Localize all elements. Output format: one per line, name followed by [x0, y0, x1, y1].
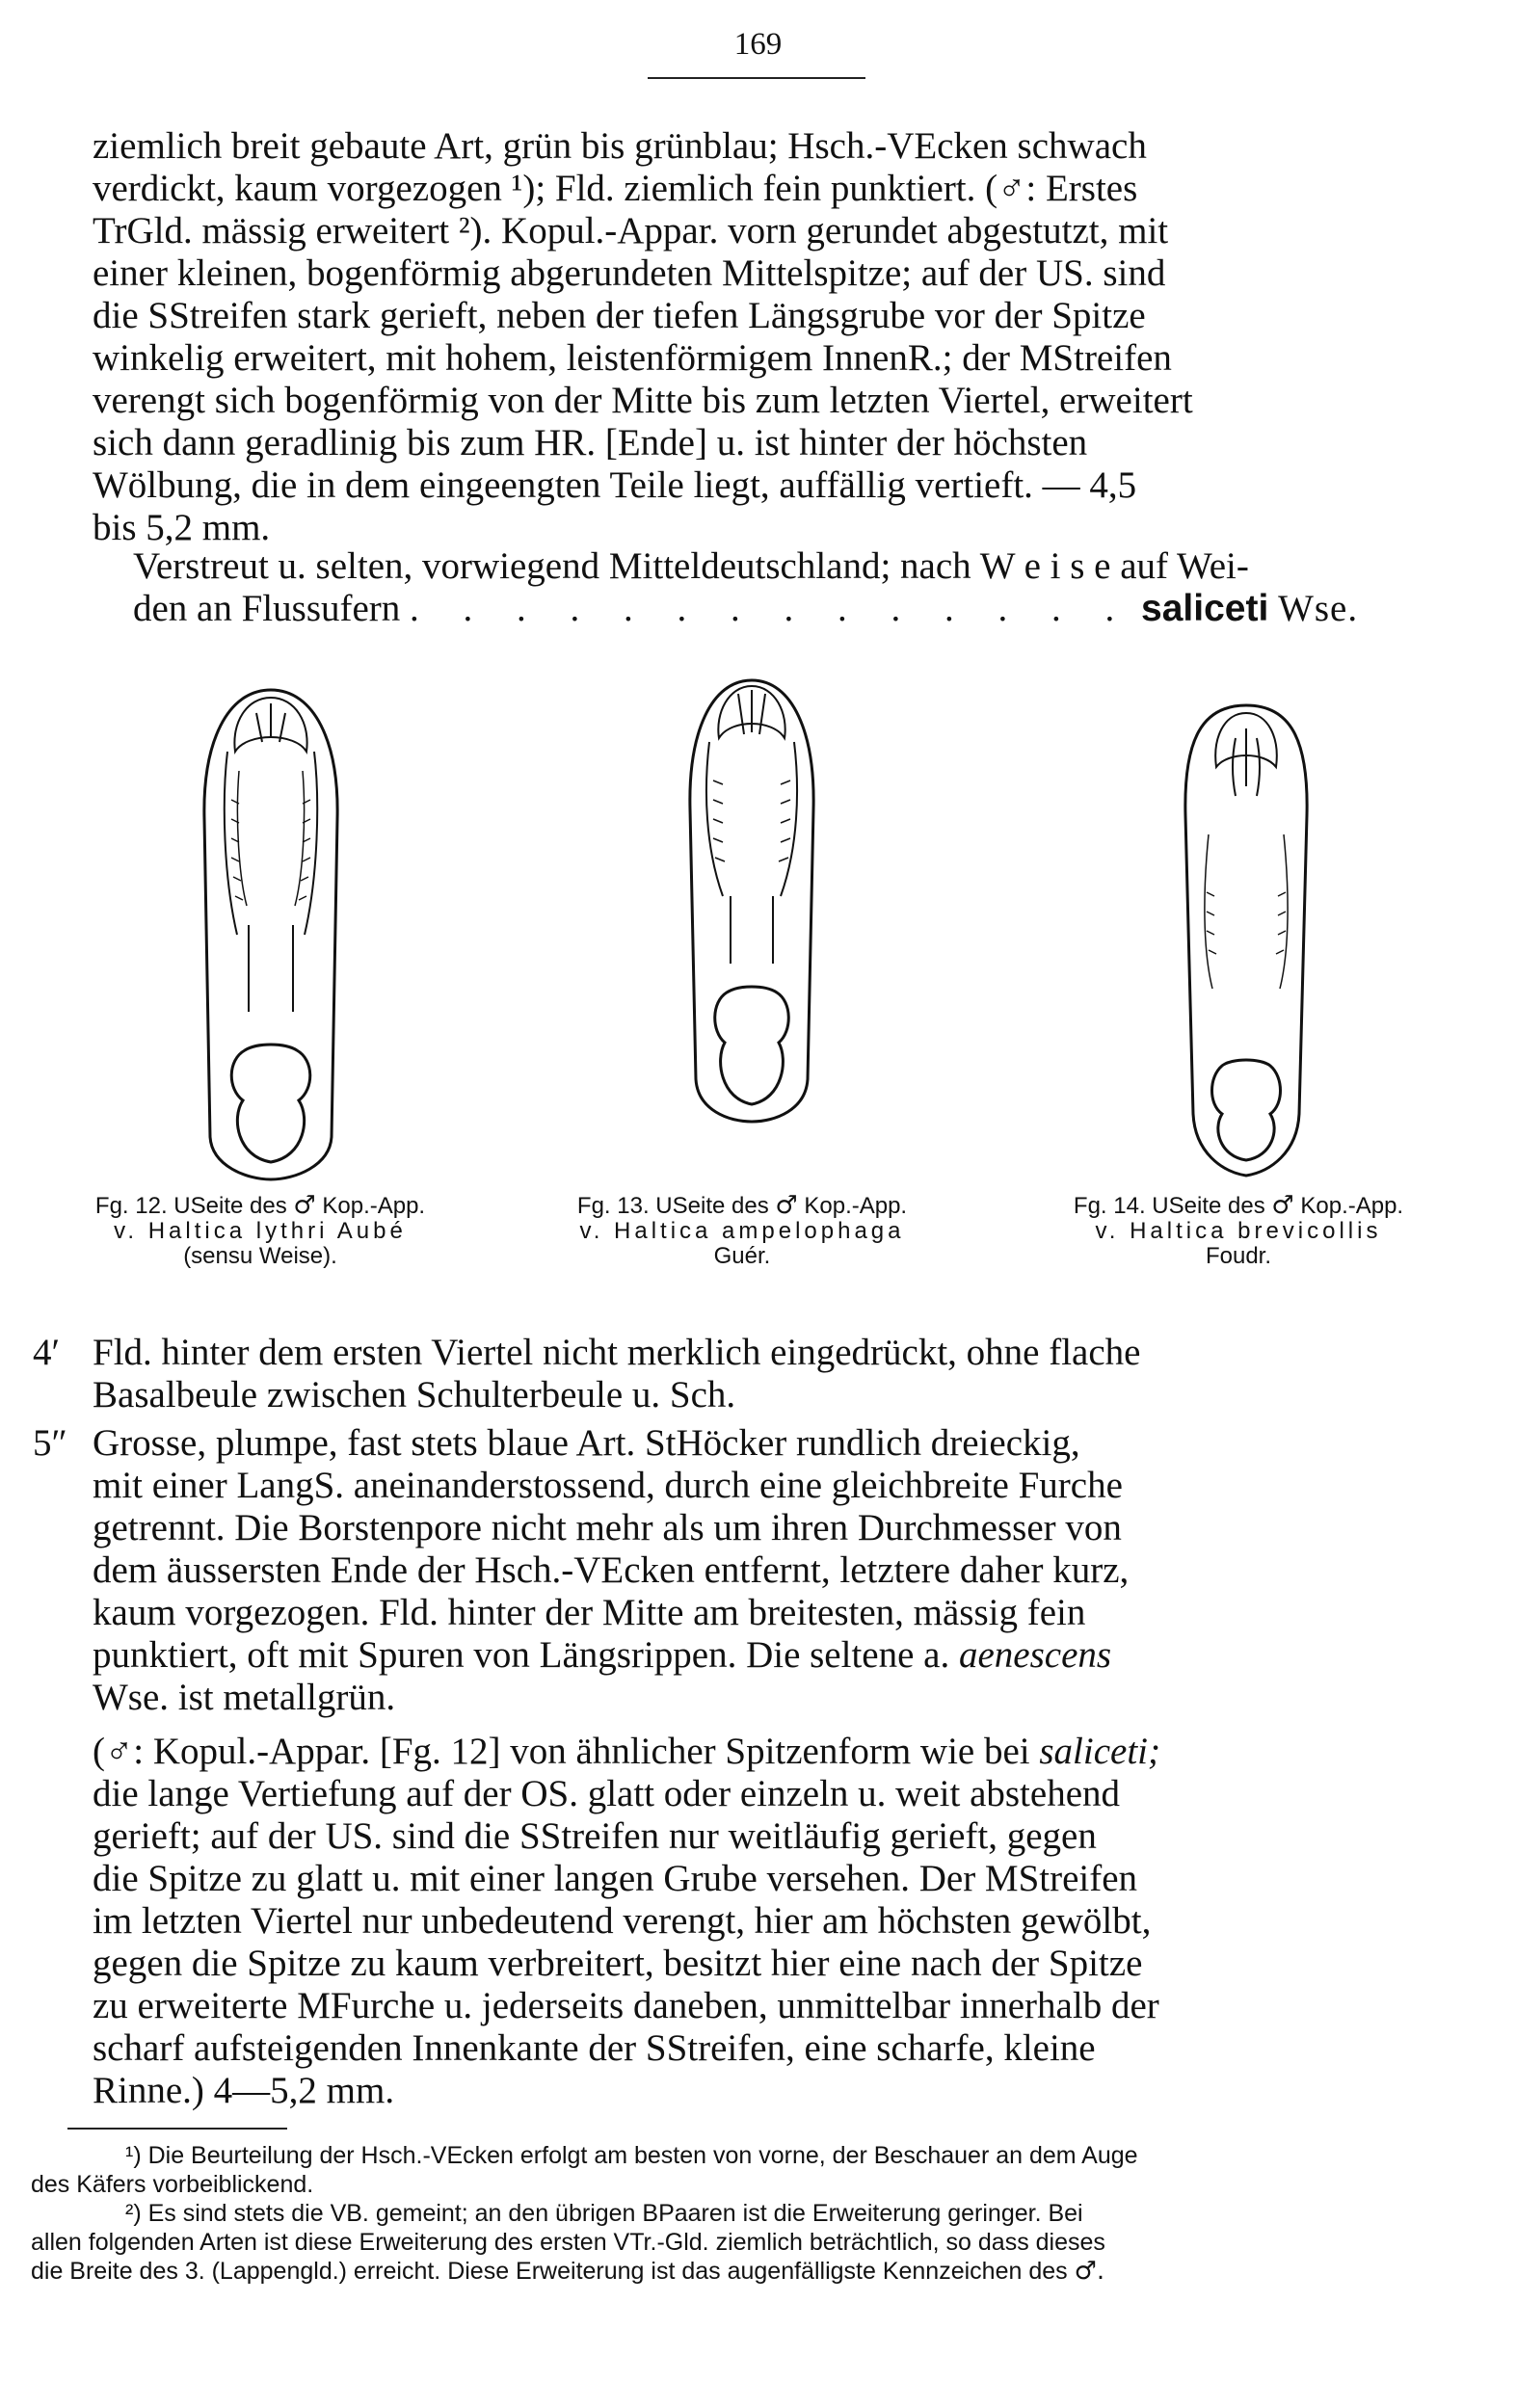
text-line: einer kleinen, bogenförmig abgerundeten Mittelspitze; auf der US. sind	[93, 252, 1166, 294]
text-line: die lange Vertiefung auf der OS. glatt oder einzeln u. weit abstehend	[93, 1773, 1121, 1814]
text-line: zu erweiterte MFurche u. jederseits daneben, unmittelbar innerhalb der	[93, 1985, 1159, 2026]
text-line: Grosse, plumpe, fast stets blaue Art. StHöcker rundlich dreieckig,	[93, 1422, 1080, 1464]
footnote-text: die Breite des 3. (Lappengld.) erreicht. Diese Erweiterung ist das augenfälligste Kennzeichen des	[31, 2258, 1068, 2285]
text-line: TrGld. mässig erweitert ²). Kopul.-Appar. vorn gerundet abgestutzt, mit	[93, 210, 1169, 251]
key-number: 5″	[33, 1422, 67, 1464]
key-entry-5	[0, 1422, 1516, 1731]
text-line: verdickt, kaum vorgezogen ¹); Fld. ziemlich fein punktiert. (♂: Erstes	[93, 168, 1138, 209]
text-line: sich dann geradlinig bis zum HR. [Ende] u. ist hinter der höchsten	[93, 422, 1088, 463]
page-number: 169	[733, 27, 783, 62]
distribution-line: Verstreut u. selten, vorwiegend Mitteldeutschland; nach W e i s e auf Wei-	[133, 545, 1249, 587]
male-symbol: ♂	[293, 1191, 316, 1220]
male-symbol: ♂	[1271, 1191, 1294, 1220]
caption-text: USeite des	[1152, 1193, 1265, 1219]
footnote-2-line	[31, 2257, 1467, 2286]
caption-text: Kop.-App.	[804, 1193, 908, 1219]
aenescens-name: aenescens	[958, 1634, 1112, 1676]
caption-text: USeite des	[173, 1193, 287, 1219]
text-line: im letzten Viertel nur unbedeutend verengt, hier am höchsten gewölbt,	[93, 1900, 1152, 1942]
text-line: bis 5,2 mm.	[93, 507, 271, 548]
text-line	[93, 1731, 1461, 1773]
text-line: Wölbung, die in dem eingeengten Teile liegt, auffällig vertieft. — 4,5	[93, 464, 1137, 506]
figure-label: Fg. 14.	[1073, 1193, 1146, 1219]
saliceti-name: saliceti;	[1039, 1731, 1161, 1772]
text-line: die Spitze zu glatt u. mit einer langen Grube versehen. Der MStreifen	[93, 1858, 1138, 1899]
male-symbol: ♂	[775, 1191, 798, 1220]
leader-dots: . . . . . . . . . . . . . .	[410, 588, 1132, 629]
habitat-text: den an Flussufern	[133, 588, 401, 629]
key-text	[93, 1422, 1461, 1719]
text-line	[93, 1634, 1461, 1677]
figure-14-caption	[1002, 1193, 1475, 1269]
footnote-rule	[67, 2128, 287, 2130]
text-line: kaum vorgezogen. Fld. hinter der Mitte am breitesten, mässig fein	[93, 1592, 1086, 1633]
description-paragraph	[93, 125, 1461, 549]
caption-author: Guér.	[713, 1243, 771, 1269]
figure-label: Fg. 12.	[94, 1193, 168, 1219]
figure-13-drawing	[675, 675, 829, 1127]
text-line: ziemlich breit gebaute Art, grün bis grünblau; Hsch.-VEcken schwach	[93, 125, 1147, 167]
male-genitalia-paragraph	[0, 1731, 1516, 2116]
text-line: Basalbeule zwischen Schulterbeule u. Sch.	[93, 1374, 736, 1416]
species-author: Wse.	[1278, 588, 1359, 629]
caption-line	[520, 1193, 964, 1219]
species-name: saliceti	[1141, 588, 1269, 629]
text-line: winkelig erweitert, mit hohem, leistenförmigem InnenR.; der MStreifen	[93, 337, 1172, 379]
footnote-1-line: ¹) Die Beurteilung der Hsch.-VEcken erfolgt am besten von vorne, der Beschauer an dem Auge	[125, 2142, 1138, 2169]
figure-14-drawing	[1174, 700, 1318, 1181]
figure-label: Fg. 13.	[576, 1193, 650, 1219]
caption-species: v. Haltica ampelophaga	[579, 1218, 905, 1244]
footnote-2-line: ²) Es sind stets die VB. gemeint; an den übrigen BPaaren ist die Erweiterung geringer. Bei	[125, 2200, 1083, 2227]
caption-text: Kop.-App.	[1300, 1193, 1404, 1219]
text-segment: (♂: Kopul.-Appar. [Fg. 12] von ähnlicher Spitzenform wie bei	[93, 1731, 1030, 1772]
key-number: 4′	[33, 1332, 61, 1373]
text-line: Rinne.) 4—5,2 mm.	[93, 2070, 395, 2111]
footnotes	[31, 2141, 1467, 2286]
text-line: Wse. ist metallgrün.	[93, 1677, 396, 1718]
text-line: getrennt. Die Borstenpore nicht mehr als um ihren Durchmesser von	[93, 1507, 1122, 1548]
caption-text: USeite des	[655, 1193, 769, 1219]
figure-12-caption	[29, 1193, 492, 1269]
text-segment: punktiert, oft mit Spuren von Längsrippen. Die seltene a.	[93, 1634, 950, 1676]
caption-text: Kop.-App.	[322, 1193, 426, 1219]
text-line: gerieft; auf der US. sind die SStreifen nur weitläufig gerieft, gegen	[93, 1815, 1097, 1857]
male-symbol: ♂.	[1074, 2257, 1105, 2286]
footnote-1-line: des Käfers vorbeiblickend.	[31, 2171, 314, 2198]
caption-species: v. Haltica lythri Aubé	[114, 1218, 407, 1244]
figure-13-caption	[520, 1193, 964, 1269]
key-entry-4	[0, 1332, 1516, 1428]
header-rule	[648, 77, 865, 79]
text-line: mit einer LangS. aneinanderstossend, durch eine gleichbreite Furche	[93, 1465, 1123, 1506]
text-line: verengt sich bogenförmig von der Mitte bis zum letzten Viertel, erweitert	[93, 380, 1193, 421]
paragraph-text	[93, 1731, 1461, 2112]
text-line: scharf aufsteigenden Innenkante der SStreifen, eine scharfe, kleine	[93, 2027, 1096, 2069]
key-text	[93, 1332, 1461, 1416]
text-line: gegen die Spitze zu kaum verbreitert, besitzt hier eine nach der Spitze	[93, 1943, 1143, 1984]
caption-author: (sensu Weise).	[183, 1243, 337, 1269]
footnote-2-line: allen folgenden Arten ist diese Erweiterung des ersten VTr.-Gld. ziemlich beträchtlich, so dass dieses	[31, 2229, 1105, 2256]
distribution-entry	[133, 545, 1463, 630]
text-line: dem äussersten Ende der Hsch.-VEcken entfernt, letztere daher kurz,	[93, 1549, 1130, 1591]
caption-line	[29, 1193, 492, 1219]
text-line: die SStreifen stark gerieft, neben der tiefen Längsgrube vor der Spitze	[93, 295, 1146, 336]
figure-row	[0, 665, 1516, 1204]
caption-author: Foudr.	[1205, 1243, 1272, 1269]
distribution-line-2	[133, 588, 1463, 630]
caption-species: v. Haltica brevicollis	[1095, 1218, 1382, 1244]
figure-12-drawing	[189, 684, 353, 1185]
text-line: Fld. hinter dem ersten Viertel nicht merklich eingedrückt, ohne flache	[93, 1332, 1141, 1373]
caption-line	[1002, 1193, 1475, 1219]
